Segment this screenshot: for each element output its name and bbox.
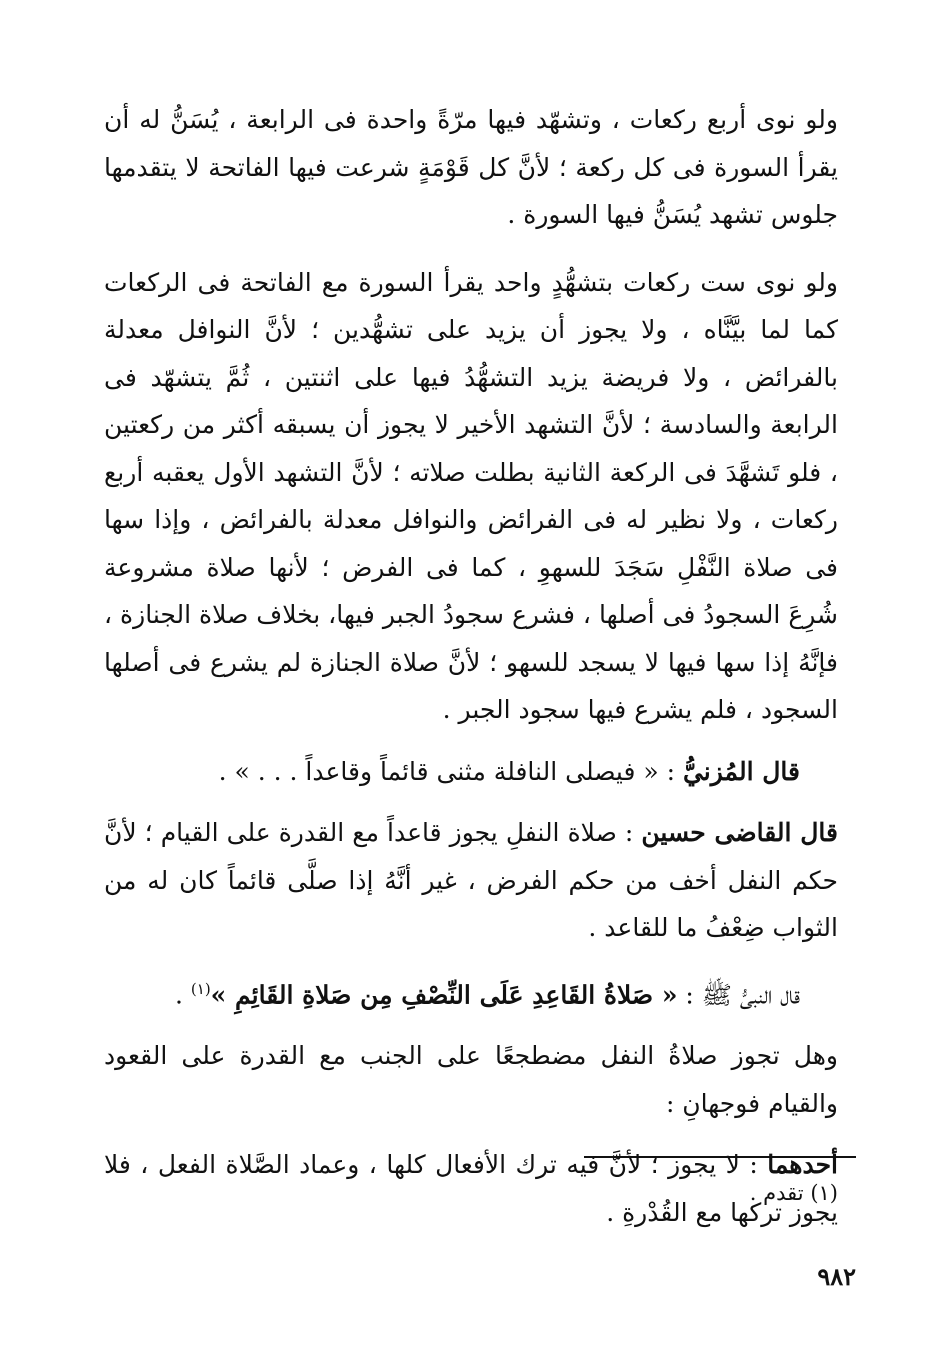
paragraph-6: وهل تجوز صلاةُ النفل مضطجعًا على الجنب مع القدرة على القعود والقيام فوجهانِ : — [104, 1041, 838, 1118]
page-body — [104, 96, 838, 1250]
paragraph-2: ولو نوى ست ركعات بتشهُّدٍ واحد يقرأ السورة مع الفاتحة فى الركعات كما لما بيَّنَّاه ، ولا يجوز أن يزيد على تشهُّدين ؛ لأنَّ النوافل معدلة بالفرائض ، ولا فريضة يزيد التشهُّدُ فيها على اثنتين ، ثُمَّ يتشهّد فى الرابعة والسادسة ؛ لأنَّ التشهد الأخير لا يجوز أن يسبقه أكثر من ركعتين ، فلو تَشهَّدَ فى الركعة الثانية بطلت صلاته ؛ لأنَّ التشهد الأول يعقبه أربع ركعات ، ولا نظير له فى الفرائض والنوافل معدلة بالفرائض ، وإذا سها فى صلاة النَّفْلِ سَجَدَ للسهوِ ، كما فى الفرض ؛ لأنها صلاة مشروعة شُرِعَ السجودُ فى أصلها ، فشرع سجودُ الجبر فيها، بخلاف صلاة الجنازة ، فإنَّهُ إذا سها فيها لا يسجد للسهو ؛ لأنَّ صلاة الجنازة لم يشرع فى أصلها السجود ، فلم يشرع فيها سجود الجبر . — [104, 267, 838, 724]
paragraph-5-lead: قال النبىُّ ﷺ : — [677, 979, 800, 1009]
paragraph-3 — [104, 748, 838, 796]
paragraph-3-lead: قال المُزنيُّ — [682, 756, 800, 786]
footnote-reference[interactable]: (١) — [190, 979, 211, 998]
paragraph-4 — [104, 809, 838, 952]
paragraph-5 — [104, 966, 838, 1019]
paragraph-5-tail: . — [174, 979, 191, 1009]
footnote-text: (١) تقدم . — [749, 1181, 838, 1205]
paragraph-4-lead: قال القاضى حسين — [641, 818, 838, 847]
paragraph-7-text: : لا يجوز ؛ لأنَّ فيه ترك الأفعال كلها ، وعماد الصَّلاة الفعل ، فلا يجوز تركها مع القُدْرةِ . — [104, 1150, 838, 1227]
paragraph-1: ولو نوى أربع ركعات ، وتشهّد فيها مرّةً واحدة فى الرابعة ، يُسَنُّ له أن يقرأ السورة فى كل ركعة ؛ لأنَّ كل قَوْمَةٍ شرعت فيها الفاتحة لا يتقدمها جلوس تشهد يُسَنُّ فيها السورة . — [104, 105, 838, 229]
paragraph-4-text: : صلاة النفلِ يجوز قاعداً مع القدرة على القيام ؛ لأنَّ حكم النفل أخف من حكم الفرض ، غير أنَّهُ إذا صلَّى قائماً كان له من الثواب ضِعْفُ ما للقاعد . — [104, 818, 838, 942]
paragraph-7-lead: أحدهما — [767, 1150, 838, 1180]
paragraph-3-text: : « فيصلى النافلة مثنى قائماً وقاعداً . . . » . — [218, 756, 683, 786]
footnote-divider — [584, 1156, 856, 1158]
hadith-quote: « صَلاةُ القَاعِدِ عَلَى النِّصْفِ مِن صَلاةِ القَائِمِ » — [210, 979, 678, 1009]
page-number: ٩٨٢ — [817, 1262, 856, 1291]
